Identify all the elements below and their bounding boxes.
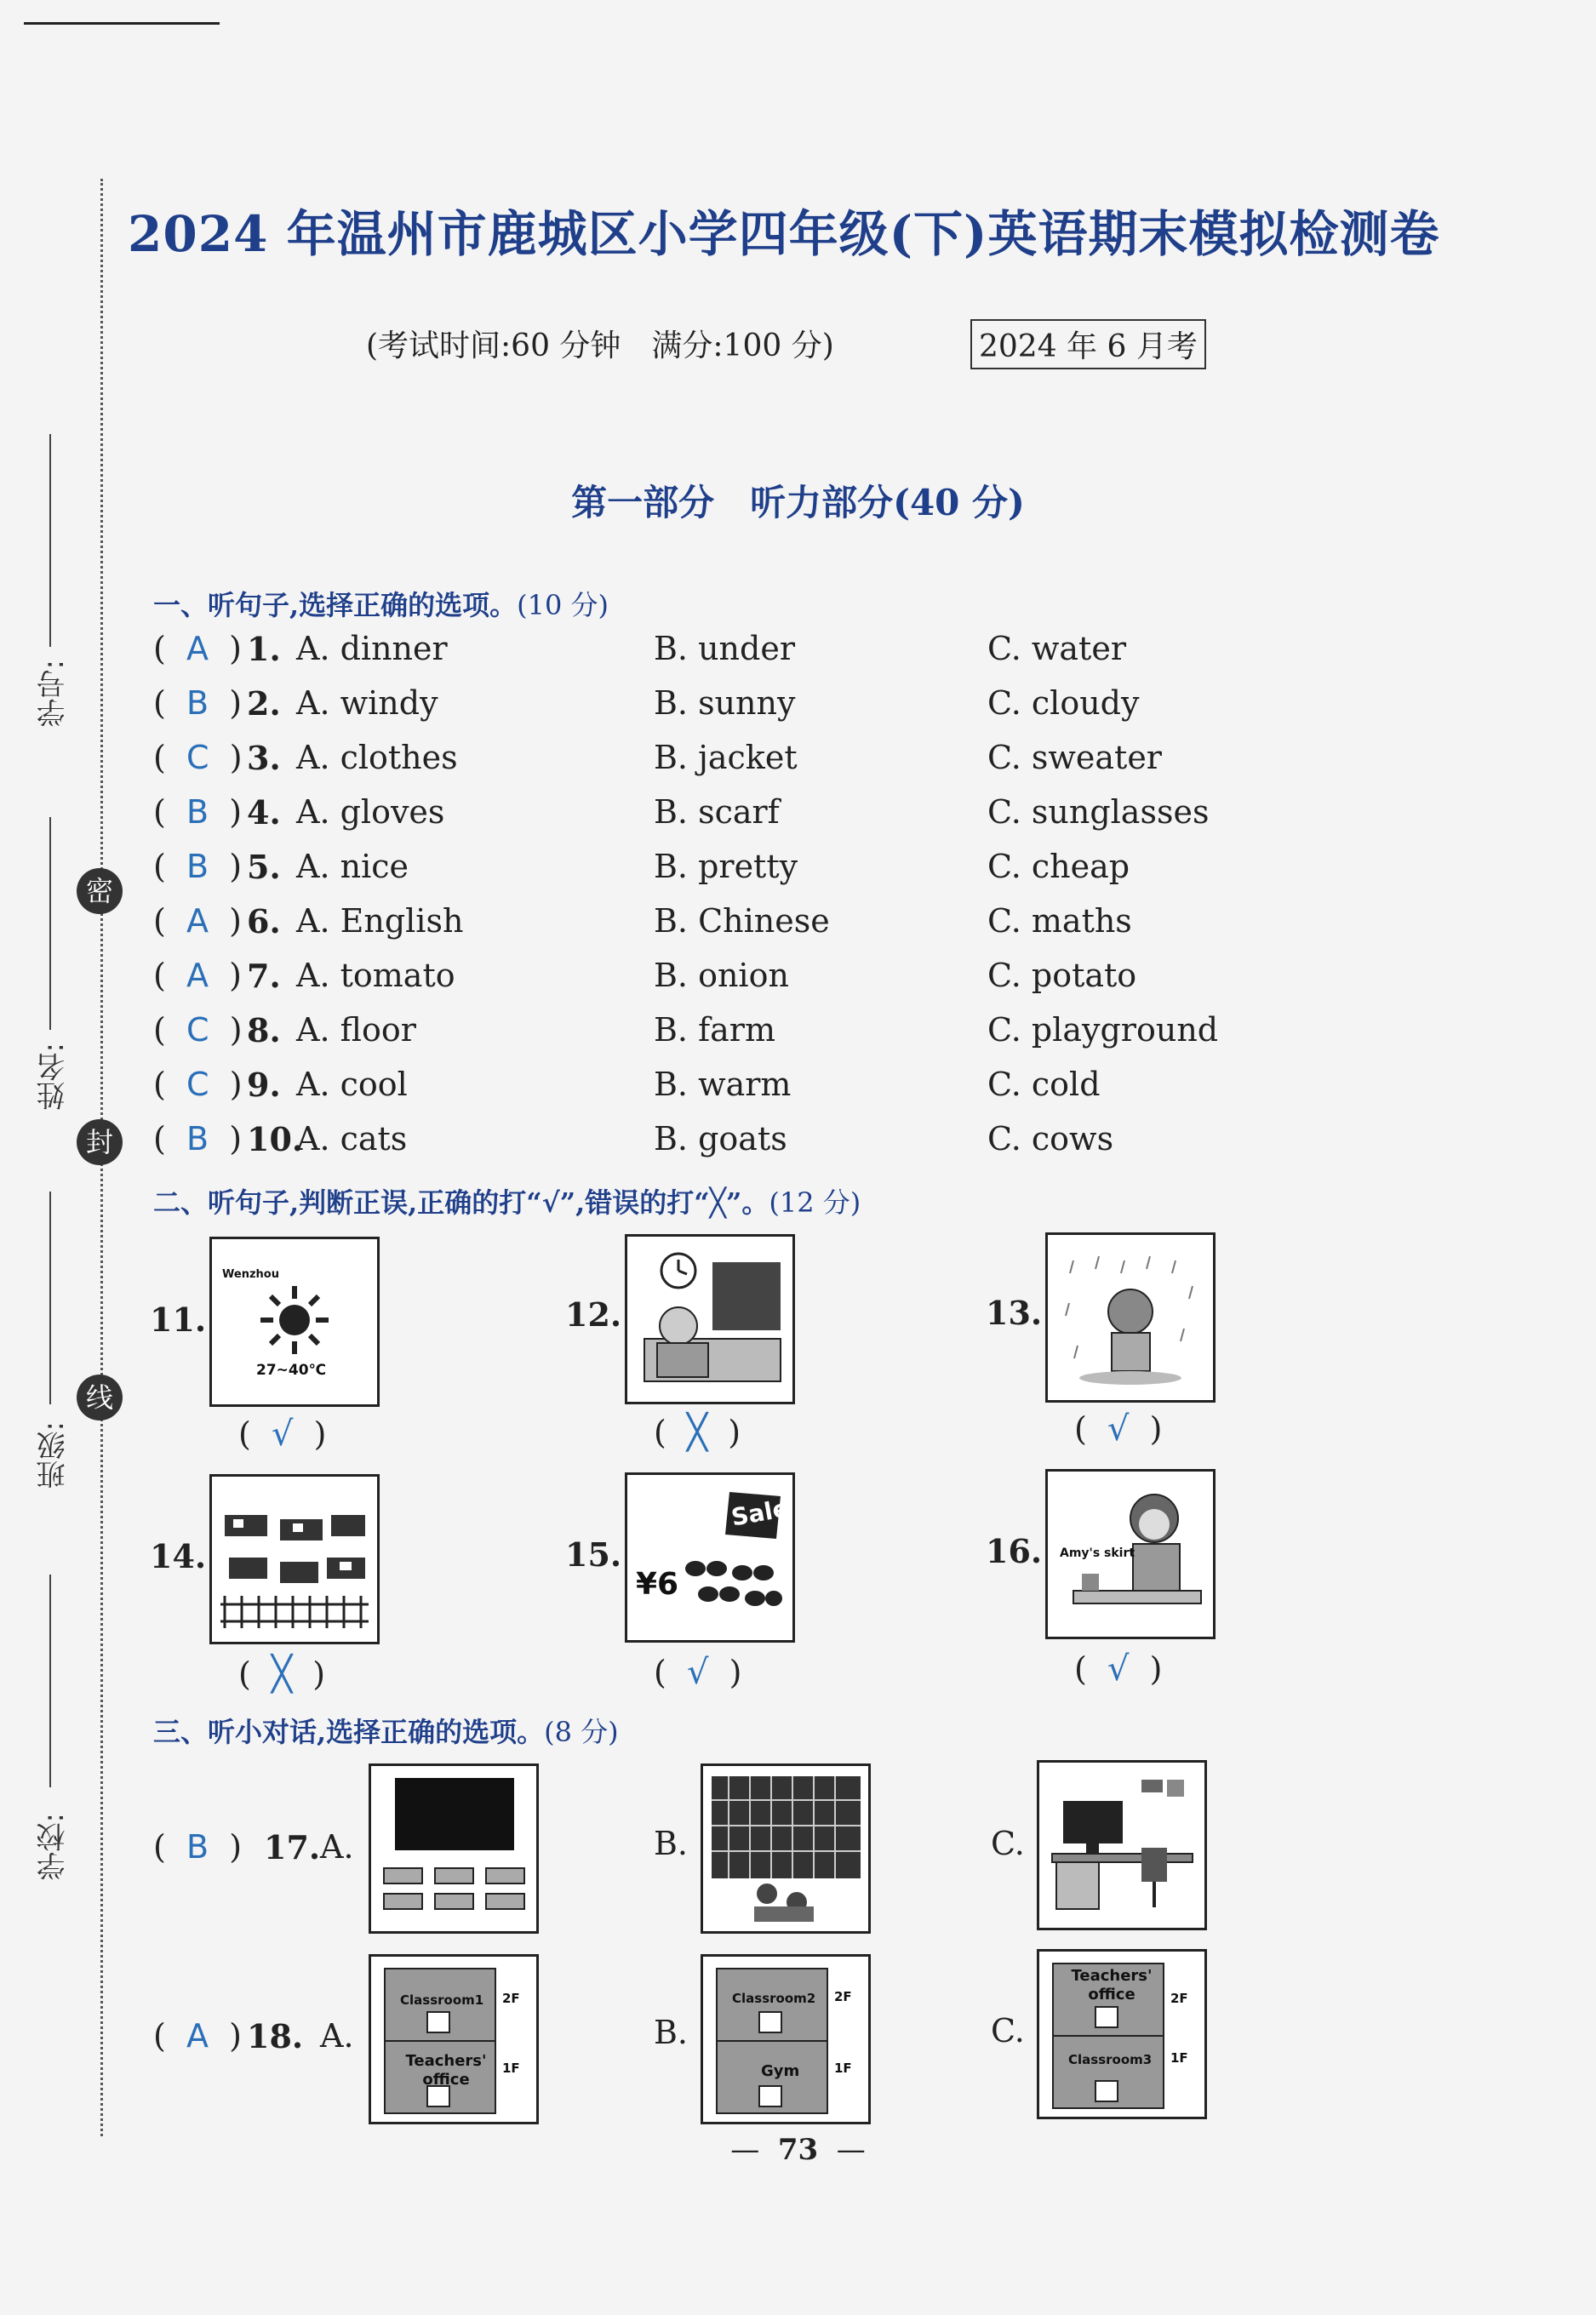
question-row — [153, 957, 1345, 1008]
section-2-heading: 二、听句子,判断正误,正确的打“√”,错误的打“╳”。(12 分) — [153, 1186, 861, 1219]
answer-paren: ( C ) — [153, 1066, 243, 1103]
q18-b-top-floor: 2F — [834, 1989, 852, 2004]
option-b: B. Chinese — [654, 902, 830, 940]
school-label: 学校: — [37, 1813, 71, 1881]
top-rule — [24, 22, 220, 25]
q17-option-a-label: A. — [320, 1828, 354, 1866]
answer-paren: ( B ) — [153, 1120, 243, 1158]
question-row — [153, 630, 1345, 681]
question-number: 6. — [247, 902, 281, 940]
q18-c-bottom-floor: 1F — [1170, 2050, 1188, 2066]
item-15-price: ¥6 — [636, 1567, 679, 1602]
q18-a-bottom-floor: 1F — [502, 2061, 520, 2076]
item-14-picture — [209, 1474, 380, 1644]
item-14-answer: ( ╳ ) — [238, 1655, 326, 1694]
sun-icon — [212, 1239, 377, 1404]
q18-a-bottom-room: Teachers' office — [405, 2052, 487, 2089]
q18-c-bottom-room: Classroom3 — [1068, 2052, 1153, 2067]
item-12-number: 12. — [565, 1295, 622, 1334]
item-13-number: 13. — [986, 1294, 1043, 1332]
question-number: 4. — [247, 793, 281, 832]
answer-paren: ( B ) — [153, 684, 243, 722]
item-11-picture — [209, 1237, 380, 1407]
option-b: B. goats — [654, 1120, 787, 1158]
part-one-heading: 第一部分 听力部分(40 分) — [571, 482, 1025, 523]
question-row — [153, 848, 1345, 899]
q18-number: 18. — [247, 2017, 304, 2055]
q17-picture-a-classroom — [369, 1763, 539, 1934]
question-number: 9. — [247, 1066, 281, 1104]
question-number: 7. — [247, 957, 281, 995]
two-floor-building-icon — [703, 1957, 868, 2122]
answer-paren: ( B ) — [153, 793, 243, 831]
q18-c-top-floor: 2F — [1170, 1991, 1188, 2006]
option-c: C. cold — [987, 1066, 1101, 1103]
page-title: 2024 年温州市鹿城区小学四年级(下)英语期末模拟检测卷 — [128, 205, 1440, 263]
item-16-caption: Amy's skirt — [1060, 1546, 1136, 1560]
section-1-heading: 一、听句子,选择正确的选项。(10 分) — [153, 589, 609, 621]
q18-a-top-room: Classroom1 — [400, 1992, 484, 2008]
option-a: A. cool — [296, 1066, 408, 1103]
q18-a-top-floor: 2F — [502, 1991, 520, 2006]
seal-mi: 密 — [77, 868, 123, 914]
option-b: B. pretty — [654, 848, 798, 885]
office-desk-icon — [1039, 1763, 1204, 1928]
seal-xian: 线 — [77, 1375, 123, 1420]
q18-option-a-label: A. — [320, 2017, 354, 2055]
option-a: A. clothes — [296, 739, 458, 776]
item-11-city: Wenzhou — [222, 1268, 279, 1281]
q18-picture-a-building — [369, 1954, 539, 2124]
item-13-picture — [1045, 1232, 1216, 1403]
name-label: 姓名: — [37, 1043, 71, 1111]
student-id-line — [49, 434, 51, 647]
q18-b-bottom-room: Gym — [761, 2062, 800, 2080]
option-b: B. sunny — [654, 684, 796, 722]
answer-paren: ( B ) — [153, 848, 243, 885]
cows-on-farm-icon — [212, 1477, 377, 1642]
option-c: C. maths — [987, 902, 1132, 940]
library-icon — [703, 1766, 868, 1931]
question-row — [153, 1066, 1345, 1117]
option-b: B. farm — [654, 1011, 776, 1049]
q18-c-top-room: Teachers' office — [1071, 1967, 1153, 2003]
option-c: C. cloudy — [987, 684, 1140, 722]
answer-paren: ( A ) — [153, 902, 242, 940]
answer-paren: ( A ) — [153, 957, 242, 994]
q18-answer-paren: ( A ) — [153, 2017, 242, 2055]
q18-option-b-label: B. — [654, 2014, 689, 2051]
question-number: 10. — [247, 1120, 304, 1158]
option-b: B. scarf — [654, 793, 780, 831]
item-13-answer: ( √ ) — [1074, 1409, 1163, 1449]
question-row — [153, 793, 1345, 844]
q18-b-bottom-floor: 1F — [834, 2061, 852, 2076]
item-12-answer: ( ╳ ) — [654, 1413, 741, 1452]
question-row — [153, 684, 1345, 735]
item-16-answer: ( √ ) — [1074, 1649, 1163, 1689]
question-row — [153, 739, 1345, 790]
item-16-picture — [1045, 1469, 1216, 1639]
question-number: 2. — [247, 684, 281, 723]
question-row — [153, 1011, 1345, 1062]
question-number: 5. — [247, 848, 281, 886]
question-number: 3. — [247, 739, 281, 777]
option-c: C. sunglasses — [987, 793, 1210, 831]
q17-option-c-label: C. — [991, 1825, 1025, 1862]
sleeping-boy-clock-icon — [627, 1237, 792, 1402]
option-b: B. under — [654, 630, 796, 667]
item-15-picture — [625, 1472, 795, 1643]
option-c: C. cheap — [987, 848, 1130, 885]
item-15-answer: ( √ ) — [654, 1653, 742, 1692]
seal-feng: 封 — [77, 1119, 123, 1165]
item-12-picture — [625, 1234, 795, 1404]
q17-picture-b-library — [701, 1763, 871, 1934]
q17-option-b-label: B. — [654, 1825, 689, 1862]
question-number: 8. — [247, 1011, 281, 1049]
option-c: C. sweater — [987, 739, 1162, 776]
item-16-number: 16. — [986, 1532, 1043, 1570]
item-14-number: 14. — [150, 1537, 207, 1575]
section-3-heading: 三、听小对话,选择正确的选项。(8 分) — [153, 1716, 619, 1748]
item-11-answer: ( √ ) — [238, 1415, 327, 1454]
option-b: B. onion — [654, 957, 789, 994]
page-number: — 73 — — [730, 2133, 866, 2167]
question-number: 1. — [247, 630, 281, 668]
option-a: A. cats — [296, 1120, 408, 1158]
option-c: C. potato — [987, 957, 1137, 994]
item-11-number: 11. — [150, 1300, 207, 1339]
option-a: A. English — [296, 902, 464, 940]
option-a: A. tomato — [296, 957, 455, 994]
q17-number: 17. — [264, 1828, 321, 1866]
q18-option-c-label: C. — [991, 2012, 1025, 2049]
q18-b-top-room: Classroom2 — [732, 1991, 816, 2006]
name-line — [49, 817, 51, 1030]
item-15-sale-label: Sale — [729, 1494, 792, 1532]
student-id-label: 学号: — [37, 660, 71, 728]
item-11-temp: 27~40℃ — [256, 1362, 327, 1379]
option-a: A. gloves — [296, 793, 445, 831]
q18-picture-b-building — [701, 1954, 871, 2124]
q17-answer-paren: ( B ) — [153, 1828, 243, 1866]
option-c: C. water — [987, 630, 1126, 667]
option-b: B. warm — [654, 1066, 792, 1103]
answer-paren: ( A ) — [153, 630, 242, 667]
two-floor-building-icon — [371, 1957, 536, 2122]
option-c: C. playground — [987, 1011, 1219, 1049]
option-a: A. floor — [296, 1011, 416, 1049]
option-c: C. cows — [987, 1120, 1114, 1158]
item-15-number: 15. — [565, 1535, 622, 1574]
answer-paren: ( C ) — [153, 1011, 243, 1049]
exam-date-box: 2024 年 6 月考 — [970, 319, 1206, 369]
question-row — [153, 1120, 1345, 1171]
class-label: 班级: — [37, 1421, 71, 1489]
option-a: A. dinner — [296, 630, 448, 667]
school-line — [49, 1575, 51, 1787]
option-b: B. jacket — [654, 739, 798, 776]
option-a: A. windy — [296, 684, 438, 722]
option-a: A. nice — [296, 848, 409, 885]
exam-info: (考试时间:60 分钟 满分:100 分) — [366, 329, 834, 363]
q18-picture-c-building — [1037, 1949, 1207, 2119]
class-line — [49, 1192, 51, 1404]
girl-in-rain-icon — [1048, 1235, 1213, 1400]
q17-picture-c-office — [1037, 1760, 1207, 1930]
question-row — [153, 902, 1345, 953]
classroom-icon — [371, 1766, 536, 1931]
answer-paren: ( C ) — [153, 739, 243, 776]
